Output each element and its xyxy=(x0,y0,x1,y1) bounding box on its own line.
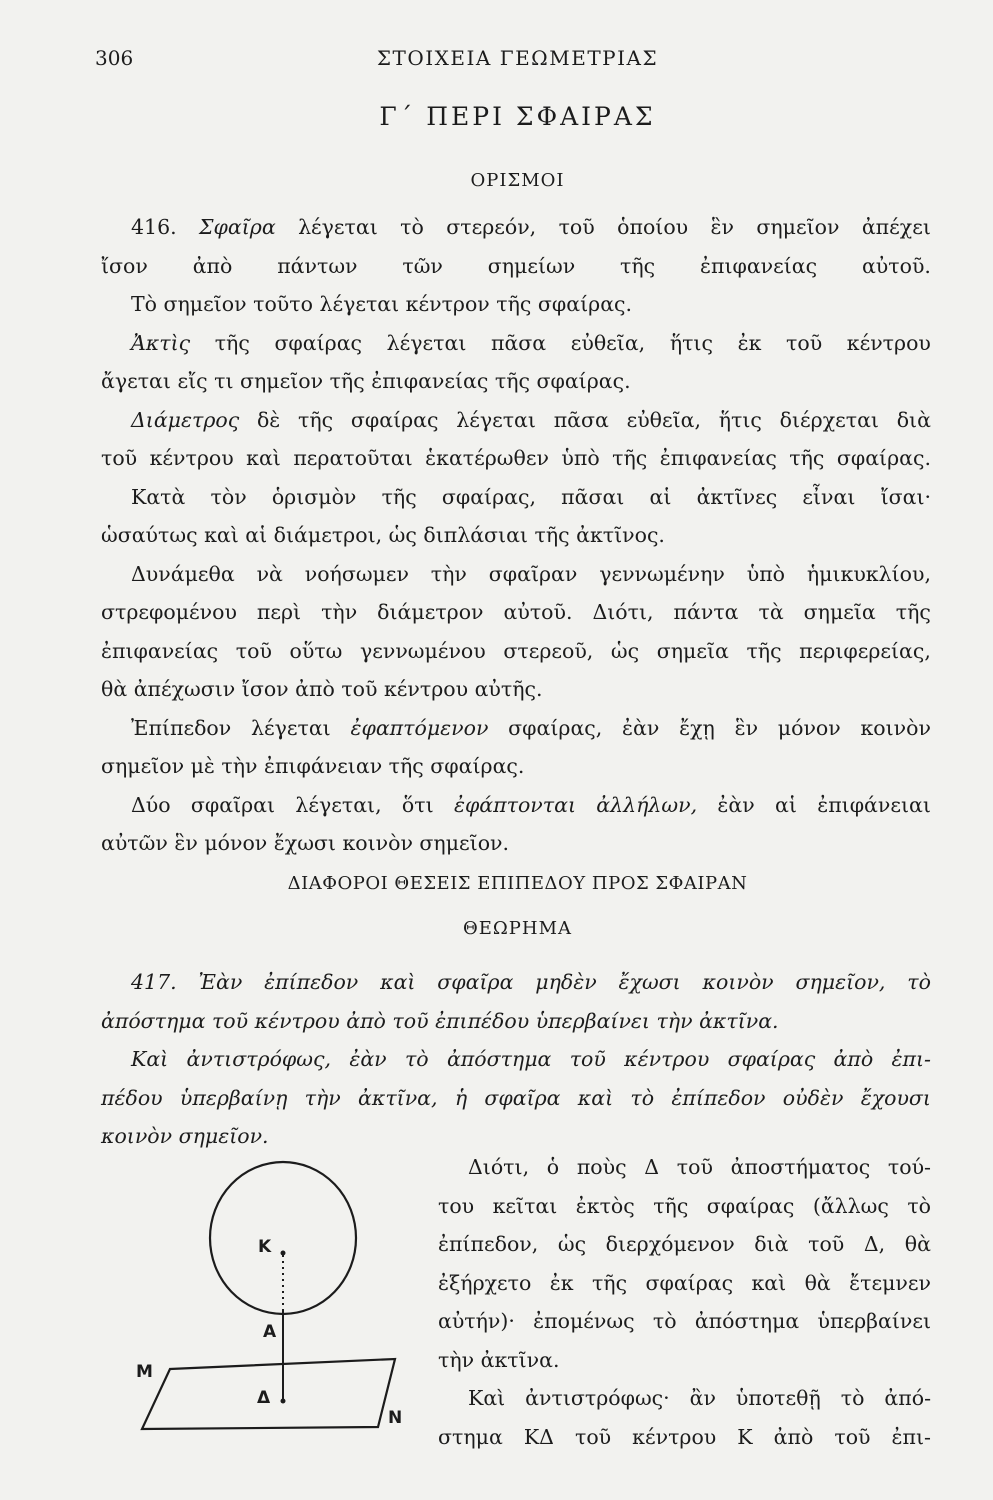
definitions-text xyxy=(101,208,931,863)
text-line: του κεῖται ἐκτὸς τῆς σφαίρας (ἄλλως τὸ xyxy=(438,1193,931,1218)
text-line: Διάμετρος δὲ τῆς σφαίρας λέγεται πᾶσα εὐθεῖα, ἥτις διέρχεται διὰ xyxy=(131,407,931,432)
label-foot-delta: Δ xyxy=(257,1388,271,1408)
text-line: Κατὰ τὸν ὁρισμὸν τῆς σφαίρας, πᾶσαι αἱ ἀκτῖνες εἶναι ἴσαι· xyxy=(131,484,931,509)
text-line: ἀπόστημα τοῦ κέντρου ἀπὸ τοῦ ἐπιπέδου ὑπερβαίνει τὴν ἀκτῖνα. xyxy=(101,1008,779,1033)
text-line: Δυνάμεθα νὰ νοήσωμεν τὴν σφαῖραν γεννωμένην ὑπὸ ἡμικυκλίου, xyxy=(131,561,931,586)
definitions-heading: ΟΡΙΣΜΟΙ xyxy=(470,170,565,191)
text-line: στρεφομένου περὶ τὴν διάμετρον αὐτοῦ. Διότι, πάντα τὰ σημεῖα τῆς xyxy=(101,600,931,624)
text-line: ἐξήρχετο ἐκ τῆς σφαίρας καὶ θὰ ἔτεμνεν xyxy=(438,1270,931,1295)
text-line: τὴν ἀκτῖνα. xyxy=(438,1347,560,1372)
label-center-k: K xyxy=(258,1237,272,1257)
text-line: Τὸ σημεῖον τοῦτο λέγεται κέντρον τῆς σφαίρας. xyxy=(131,292,633,316)
text-line: θὰ ἀπέχωσιν ἴσον ἀπὸ τοῦ κέντρου αὐτῆς. xyxy=(101,677,543,701)
text-line: Καὶ ἀντιστρόφως· ἂν ὑποτεθῇ τὸ ἀπό- xyxy=(468,1386,931,1410)
page-number: 306 xyxy=(95,46,134,70)
chapter-title: Γ΄ ΠΕΡΙ ΣΦΑΙΡΑΣ xyxy=(379,102,656,131)
text-line: πέδου ὑπερβαίνῃ τὴν ἀκτῖνα, ἡ σφαῖρα καὶ τὸ ἐπίπεδον οὐδὲν ἔχουσι xyxy=(101,1085,931,1110)
foot-point xyxy=(281,1399,286,1404)
text-line: Ἐπίπεδον λέγεται ἐφαπτόμενον σφαίρας, ἐὰν ἔχῃ ἓν μόνον κοινὸν xyxy=(131,715,931,740)
text-line: ἐπίπεδον, ὡς διερχόμενον διὰ τοῦ Δ, θὰ xyxy=(438,1232,931,1256)
center-point xyxy=(281,1251,286,1256)
theorem-heading: ΘΕΩΡΗΜΑ xyxy=(462,918,573,939)
figure-drawing xyxy=(130,1160,420,1445)
text-line: αὐτῶν ἓν μόνον ἔχωσι κοινὸν σημεῖον. xyxy=(101,831,510,855)
text-line: Διότι, ὁ ποὺς Δ τοῦ ἀποστήματος τού- xyxy=(468,1155,931,1179)
page-header xyxy=(95,46,940,76)
text-line: ἴσον ἀπὸ πάντων τῶν σημείων τῆς ἐπιφανείας αὐτοῦ. xyxy=(101,253,931,278)
text-line: ὡσαύτως καὶ αἱ διάμετροι, ὡς διπλάσιαι τῆς ἀκτῖνος. xyxy=(101,523,665,547)
text-line: Δύο σφαῖραι λέγεται, ὅτι ἐφάπτονται ἀλλήλων, ἐὰν αἱ ἐπιφάνειαι xyxy=(131,792,931,817)
proof-text xyxy=(438,1148,931,1456)
text-line: τοῦ κέντρου καὶ περατοῦται ἑκατέρωθεν ὑπὸ τῆς ἐπιφανείας τῆς σφαίρας. xyxy=(101,446,931,470)
text-line: κοινὸν σημεῖον. xyxy=(101,1124,269,1148)
text-line: ἄγεται εἴς τι σημεῖον τῆς ἐπιφανείας τῆς σφαίρας. xyxy=(101,369,631,393)
sphere-plane-figure xyxy=(130,1160,420,1445)
text-line: ἐπιφανείας τοῦ οὕτω γεννωμένου στερεοῦ, ὡς σημεῖα τῆς περιφερείας, xyxy=(101,638,931,663)
label-plane-m: M xyxy=(136,1362,153,1382)
label-plane-n: N xyxy=(388,1408,403,1428)
theorem-text xyxy=(101,963,931,1156)
text-line: στημα ΚΔ τοῦ κέντρου Κ ἀπὸ τοῦ ἐπι- xyxy=(438,1424,931,1449)
text-line: σημεῖον μὲ τὴν ἐπιφάνειαν τῆς σφαίρας. xyxy=(101,754,525,778)
label-point-a: A xyxy=(263,1322,277,1342)
text-line: Ἀκτὶς τῆς σφαίρας λέγεται πᾶσα εὐθεῖα, ἥτις ἐκ τοῦ κέντρου xyxy=(131,330,931,355)
positions-heading: ΔΙΑΦΟΡΟΙ ΘΕΣΕΙΣ ΕΠΙΠΕΔΟΥ ΠΡΟΣ ΣΦΑΙΡΑΝ xyxy=(287,873,748,894)
running-head: ΣΤΟΙΧΕΙΑ ΓΕΩΜΕΤΡΙΑΣ xyxy=(376,46,659,70)
text-line: 417. Ἐὰν ἐπίπεδον καὶ σφαῖρα μηδὲν ἔχωσι κοινὸν σημεῖον, τὸ xyxy=(131,970,931,994)
text-line: αὐτήν)· ἐπομένως τὸ ἀπόστημα ὑπερβαίνει xyxy=(438,1309,931,1333)
text-line: 416. Σφαῖρα λέγεται τὸ στερεόν, τοῦ ὁποίου ἓν σημεῖον ἀπέχει xyxy=(131,215,931,239)
text-line: Καὶ ἀντιστρόφως, ἐὰν τὸ ἀπόστημα τοῦ κέντρου σφαίρας ἀπὸ ἐπι- xyxy=(131,1047,931,1071)
